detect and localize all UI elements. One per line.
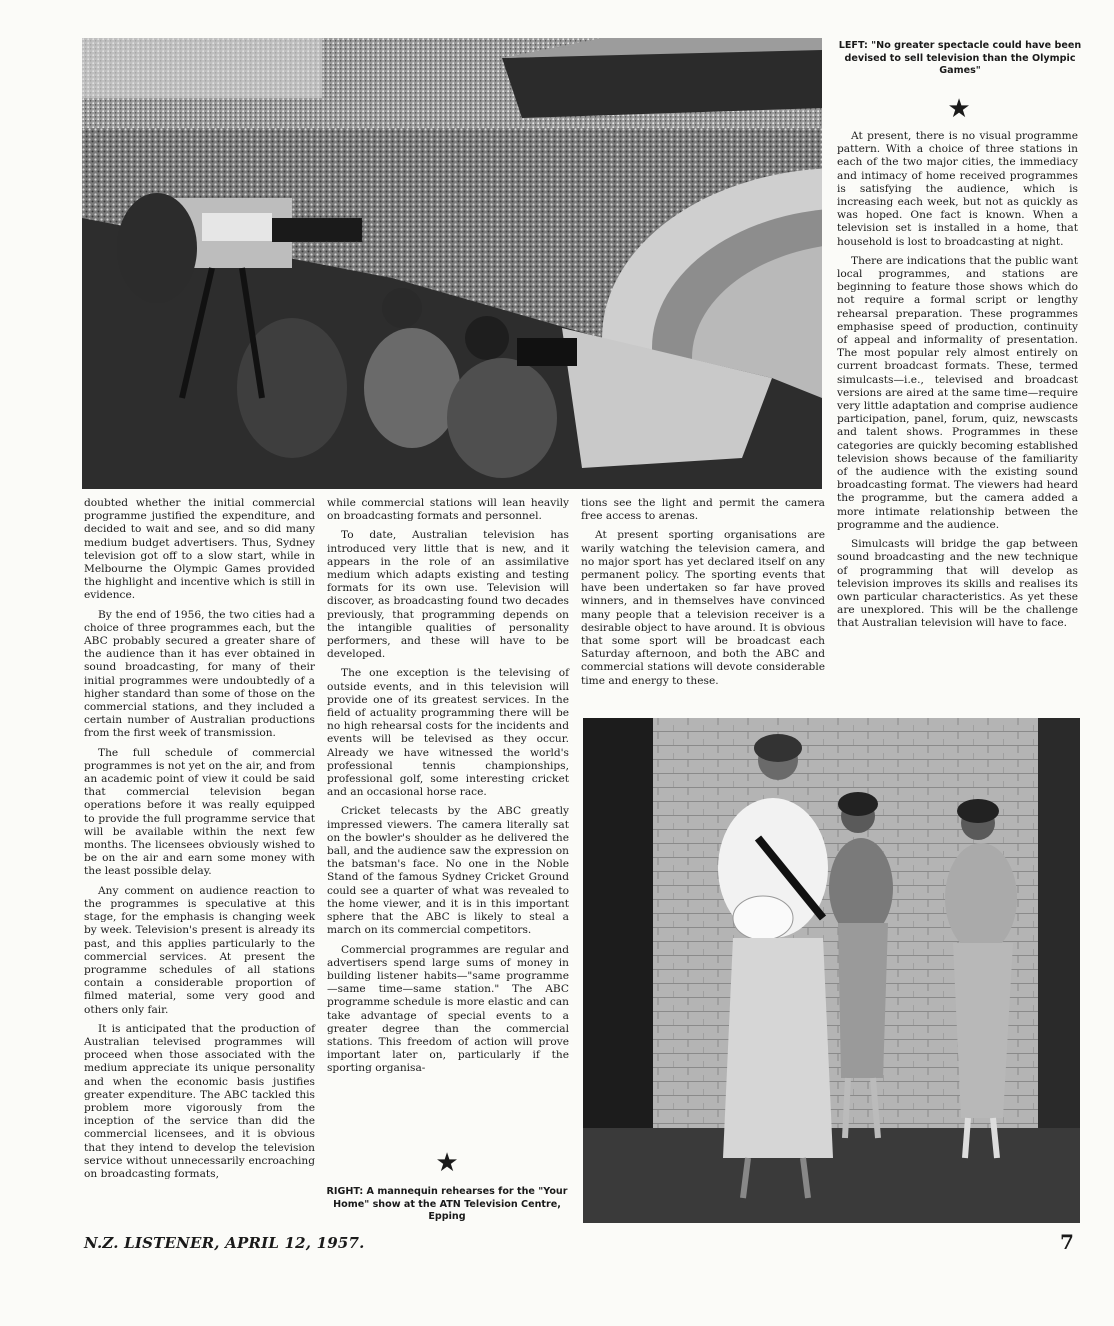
col4-para-3: Simulcasts will bridge the gap between sound broadcasting and the new technique of programming that will develop as television improves its skills and realises its own particular characteristics. As yet these are unexplored. This will be the challenge that Australian television will have to face.: [837, 538, 1078, 630]
col3-para-2: At present sporting organisations are warily watching the television camera, and no major sport has yet declared itself on any permanent policy. The sporting events that have been undertaken so far have proved winners, and in themselves have convinced many people that a television receiver is a desirable object to have around. It is obvious that some sport will be broadcast each Saturday afternoon, and both the ABC and commercial stations will devote considerable time and energy to these.: [581, 529, 825, 687]
column-4: [837, 130, 1078, 637]
col1-para-5: It is anticipated that the production of Australian televised programmes will proceed when those associated with the medium appreciate its unique personality and when the economic basis justifies greater expenditure. The ABC tackled this problem more vigorously from the inception of the service than did the commercial licensees, and it is obvious that they intend to develop the television service without unnecessarily encroaching on broadcasting formats,: [84, 1022, 315, 1180]
col1-para-4: Any comment on audience reaction to the programmes is speculative at this stage, for the emphasis is changing week by week. Television's present is already its past, and this applies particularly to the commercial services. At present the programme schedules of all stations contain a considerable proportion of filmed material, some very good and others only fair.: [84, 884, 315, 1016]
col1-para-3: The full schedule of commercial programmes is not yet on the air, and from an academic point of view it could be said that commercial television began operations before it was really equipped to provide the full programme service that will be available within the next few months. The licensees obviously wished to be on the air and earn some money with the least possible delay.: [84, 746, 315, 878]
star-ornament-top: ★: [947, 94, 971, 124]
col2-para-2: To date, Australian television has introduced very little that is new, and it appears in the role of an assimilative medium which adapts existing and testing formats for its own use. Television will discover, as broadcasting found two decades previously, that programming depends on the intangible qualities of personality performers, and these will have to be developed.: [327, 529, 569, 661]
column-2: [327, 497, 569, 1082]
col2-para-1: while commercial stations will lean heavily on broadcasting formats and personnel.: [327, 497, 569, 523]
col2-para-3: The one exception is the televising of outside events, and in this television will provide one of its greatest services. In the field of actuality programming there will be no high rehearsal costs for the incidents and events will be televised as they occur. Already we have witnessed the world's professional tennis championships, professional golf, some interesting cricket and an occasional horse race.: [327, 667, 569, 799]
column-3: [581, 497, 825, 694]
col1-para-1: doubted whether the initial commercial programme justified the expenditure, and decided to wait and see, and so did many medium budget advertisers. Thus, Sydney television got off to a slow start, while in Melbourne the Olympic Games provided the highlight and incentive which is still in evidence.: [84, 497, 315, 602]
col4-para-2: There are indications that the public want local programmes, and stations are beginning to feature those shows which do not require a formal script or lengthy rehearsal preparation. These programmes emphasise speed of production, continuity of appeal and informality of presentation. The most popular rely almost entirely on current broadcast formats. These, termed simulcasts—i.e., televised and broadcast versions are aired at the same time—require very little adaptation and comprise audience participation, panel, forum, quiz, newscasts and talent shows. Programmes in these categories are quickly becoming established television shows because of the familiarity of the audience with the existing sound broadcasting format. The viewers had heard the programme, but the camera added a more intimate relationship between the programme and the audience.: [837, 254, 1078, 531]
star-ornament-bottom: ★: [435, 1148, 459, 1178]
stadium-photo-illustration: [82, 38, 822, 489]
bottom-photo-caption: RIGHT: A mannequin rehearses for the "Your Home" show at the ATN Television Centre, Epping: [326, 1186, 568, 1222]
mannequin-photo: [583, 718, 1080, 1223]
mannequin-photo-illustration: [583, 718, 1080, 1223]
column-1: [84, 497, 315, 1187]
col2-para-5: Commercial programmes are regular and advertisers spend large sums of money in building listener habits—"same programme—same time—same station." The ABC programme schedule is more elastic and can take advantage of special events to a greater degree than the commercial stations. This freedom of action will prove important later on, particularly if the sporting organisa-: [327, 943, 569, 1075]
col3-para-1: tions see the light and permit the camera free access to arenas.: [581, 497, 825, 523]
col2-para-4: Cricket telecasts by the ABC greatly impressed viewers. The camera literally sat on the bowler's shoulder as he delivered the ball, and the audience saw the expression on the batsman's face. No one in the Noble Stand of the famous Sydney Cricket Ground could see a quarter of what was revealed to the home viewer, and it is in this important sphere that the ABC is likely to steal a march on its commercial competitors.: [327, 805, 569, 937]
col1-para-2: By the end of 1956, the two cities had a choice of three programmes each, but the ABC probably secured a greater share of the audience than it has ever obtained in sound broadcasting, for many of their initial programmes were undoubtedly of a higher standard than some of those on the commercial stations, and they included a certain number of Australian productions from the first week of transmission.: [84, 608, 315, 740]
stadium-photo: [82, 38, 822, 489]
col4-para-1: At present, there is no visual programme pattern. With a choice of three stations in each of the two major cities, the immediacy and intimacy of home received programmes is satisfying the audience, which is increasing each week, but not as quickly as was hoped. One fact is known. When a television set is installed in a home, that household is lost to broadcasting at night.: [837, 130, 1078, 248]
page-number: 7: [1060, 1230, 1074, 1254]
top-photo-caption: LEFT: "No greater spectacle could have been devised to sell television than the Olympic Games": [838, 40, 1082, 76]
footer-publication: N.Z. LISTENER, APRIL 12, 1957.: [84, 1234, 365, 1252]
